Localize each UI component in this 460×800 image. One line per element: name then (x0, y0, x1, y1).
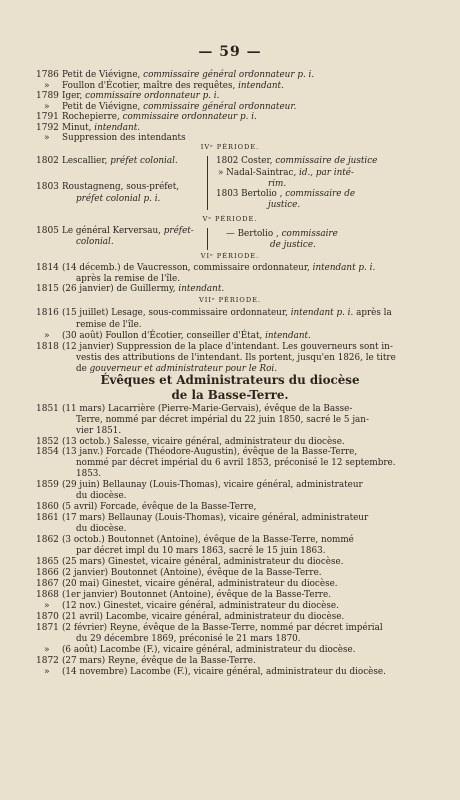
entry-text (62, 133, 186, 143)
entry-text (76, 320, 142, 330)
entry-text (62, 263, 375, 273)
entry-year: 1859 (36, 480, 59, 490)
entry-text (76, 546, 326, 556)
entry-text (62, 623, 383, 633)
entry-text (62, 590, 331, 600)
entry-row (0, 667, 460, 679)
entry-year: 1860 (36, 502, 59, 512)
text-run: (13 octob.) Salesse, vicaire général, administrateur du diocèse. (62, 437, 345, 447)
italic-text: rim. (268, 179, 287, 189)
italic-text: commissaire (281, 229, 338, 239)
text-run: (14 décemb.) de Vaucresson, commissaire ordonnateur, (62, 263, 313, 273)
entry-year: » (44, 601, 50, 611)
text-run: de (76, 364, 90, 374)
text-run: (27 mars) Reyne, évêque de la Basse-Terre. (62, 656, 256, 666)
entry-text (268, 200, 300, 210)
text-run: (2 février) Reyne, évêque de la Basse-Terre, nommé par décret impérial (62, 623, 383, 633)
column-divider (207, 156, 208, 210)
entry-text (62, 342, 393, 352)
text-run: nommé par décret impérial du 6 avril 1853, préconisé le 12 septembre. (76, 458, 396, 468)
entry-text (216, 189, 355, 199)
entry-year: 1865 (36, 557, 59, 567)
text-run: (14 novembre) Lacombe (F.), vicaire général, administrateur du diocèse. (62, 667, 386, 677)
entry-year: 1791 (36, 112, 59, 122)
text-run: par décret impl du 10 mars 1863, sacré le 15 juin 1863. (76, 546, 326, 556)
entry-text (76, 426, 121, 436)
text-run: après la remise de l'île. (76, 274, 181, 284)
italic-text: intendant. (265, 331, 311, 341)
italic-text: intendant. (94, 122, 141, 133)
text-run: » Nadal-Saintrac, (218, 168, 300, 178)
text-run: vestis des attributions de l'intendant. Ils portent, jusqu'en 1826, le titre (76, 353, 396, 363)
entry-text (62, 123, 140, 133)
entry-text (216, 156, 377, 166)
entry-year: » (44, 80, 50, 91)
entry-text (76, 458, 396, 468)
entry-year: 1852 (36, 437, 59, 447)
italic-text: id., par inté- (299, 168, 354, 178)
text-run: (15 juillet) Lesage, sous-commissaire ordonnateur, (62, 308, 291, 318)
entry-text (62, 667, 386, 677)
entry-row (0, 284, 460, 296)
entry-text (62, 437, 345, 447)
text-run: du diocèse. (76, 524, 127, 534)
italic-text: commissaire général ordonnateur. (143, 101, 297, 112)
italic-text: justice. (268, 200, 301, 210)
period-7-heading: VIIᵉ PÉRIODE. (198, 296, 262, 304)
entry-text (62, 579, 338, 589)
entry-year: 1851 (36, 404, 59, 414)
entry-year: 1854 (36, 447, 59, 457)
entry-text (226, 229, 338, 239)
italic-text: gouverneur et administrateur pour le Roi. (89, 364, 278, 374)
text-run: Petit de Viévigne, (62, 70, 144, 80)
entry-year: 1866 (36, 568, 59, 578)
italic-text: préfet colonial. (110, 156, 178, 166)
entry-text (76, 274, 180, 284)
entry-text (62, 656, 256, 666)
text-run: (17 mars) Bellaunay (Louis-Thomas), vicaire général, administrateur (62, 513, 369, 523)
entry-text (62, 502, 256, 512)
entry-year: 1867 (36, 579, 59, 589)
italic-text: intendant. (238, 80, 284, 91)
entry-text (62, 91, 219, 101)
entry-text (62, 308, 392, 318)
italic-text: commissaire de justice (275, 156, 378, 166)
text-run: Terre, nommé par décret impérial du 22 juin 1850, sacré le 5 jan- (76, 415, 369, 425)
italic-text: intendant. (178, 284, 225, 294)
entry-year: 1871 (36, 623, 59, 633)
entry-text (62, 447, 357, 457)
italic-text: intendant p. i. (312, 263, 376, 273)
text-run: 1802 Coster, (216, 156, 276, 166)
period-5-heading: Vᵉ PÉRIODE. (202, 215, 258, 223)
entry-year: 1872 (36, 656, 59, 666)
entry-text (62, 182, 179, 192)
text-run: (21 avril) Lacombe, vicaire général, administrateur du diocèse. (62, 612, 345, 622)
entry-text (62, 601, 339, 611)
column-divider (207, 228, 208, 250)
text-run: (2 janvier) Boutonnet (Antoine), évêque de la Basse-Terre. (62, 568, 322, 578)
entry-year: 1786 (36, 70, 59, 80)
text-run: (20 mai) Ginestet, vicaire général, administrateur du diocèse. (62, 579, 338, 589)
text-run: (6 août) Lacombe (F.), vicaire général, administrateur du diocèse. (62, 645, 356, 655)
entry-year: 1815 (36, 284, 59, 294)
text-run: vier 1851. (76, 426, 122, 436)
text-run: 1803 Bertolio , (216, 189, 286, 199)
text-run: (12 nov.) Ginestet, vicaire général, administrateur du diocèse. (62, 601, 339, 611)
entry-text (76, 194, 160, 204)
text-run: Petit de Viévigne, (62, 101, 144, 112)
entry-year: 1861 (36, 513, 59, 523)
entry-text (76, 469, 101, 479)
entry-text (218, 168, 354, 178)
text-run: après la (353, 308, 392, 318)
entry-text (62, 557, 344, 567)
text-run: du 29 décembre 1869, préconisé le 21 mars 1870. (76, 634, 301, 644)
text-run: (12 janvier) Suppression de la place d'intendant. Les gouverneurs sont in- (62, 342, 393, 352)
italic-text: intendant p. i. (290, 308, 354, 318)
entry-text (62, 612, 344, 622)
entry-year: » (44, 667, 50, 677)
italic-text: commissaire ordonnateur p. i. (122, 112, 257, 122)
entry-year: » (44, 331, 50, 341)
page-number: — 59 — (198, 44, 262, 60)
entry-year: » (44, 133, 50, 143)
entry-year: 1868 (36, 590, 59, 600)
italic-text: commissaire général ordonnateur p. i. (143, 70, 315, 80)
entry-year: » (44, 645, 50, 655)
diocese-title-line-1: Évêques et Administrateurs du diocèse (100, 373, 360, 387)
entry-text (62, 226, 194, 236)
entry-year: 1818 (36, 342, 59, 352)
entry-text (76, 415, 369, 425)
entry-text (62, 535, 354, 545)
entry-text (62, 284, 224, 294)
entry-text (62, 70, 314, 80)
entry-year: 1870 (36, 612, 59, 622)
period-4-heading: IVᵉ PÉRIODE. (200, 143, 260, 151)
text-run: (26 janvier) de Guillermy, (62, 284, 179, 294)
italic-text: commissaire de (285, 189, 356, 199)
text-run: du diocèse. (76, 491, 127, 501)
text-run: Suppression des intendants (62, 133, 186, 143)
italic-text: colonial. (76, 237, 114, 247)
text-run: remise de l'île. (76, 320, 142, 330)
entry-text (270, 240, 316, 250)
period-6-heading: VIᵉ PÉRIODE. (200, 252, 260, 260)
diocese-title-line-2: de la Basse-Terre. (171, 388, 289, 402)
text-run: Minut, (62, 122, 95, 133)
entry-text (76, 237, 114, 247)
entry-text (76, 634, 301, 644)
text-run: 1853. (76, 469, 102, 479)
text-run: (25 mars) Ginestet, vicaire général, administrateur du diocèse. (62, 557, 344, 567)
text-run: Le général Kerversau, (62, 226, 164, 236)
entry-text (62, 112, 257, 122)
italic-text: préfet colonial p. i. (76, 194, 161, 204)
entry-year: 1789 (36, 91, 59, 101)
entry-text (76, 491, 126, 501)
italic-text: préfet- (163, 226, 194, 236)
text-run: — Bertolio , (226, 229, 282, 239)
italic-text: commissaire ordonnateur p. i. (85, 91, 220, 101)
text-run: (29 juin) Bellaunay (Louis-Thomas), vicaire général, administrateur (62, 480, 363, 490)
entry-text (62, 331, 311, 341)
entry-year: 1803 (36, 182, 59, 192)
text-run: (13 janv.) Forcade (Théodore-Augustin), évêque de la Basse-Terre, (62, 447, 358, 457)
text-run: (3 octob.) Boutonnet (Antoine), évêque de la Basse-Terre, nommé (62, 535, 354, 545)
entry-text (62, 513, 368, 523)
entry-text (62, 156, 178, 166)
text-run: Rochepierre, (62, 112, 123, 122)
italic-text: de justice. (270, 240, 316, 250)
entry-year: 1805 (36, 226, 59, 236)
text-run: Iger, (62, 91, 86, 101)
entry-year: 1862 (36, 535, 59, 545)
entry-year: 1816 (36, 308, 59, 318)
text-run: Lescallier, (62, 156, 111, 166)
entry-year: 1814 (36, 263, 59, 273)
entry-text (62, 568, 322, 578)
entry-text (76, 353, 396, 363)
entry-text (62, 645, 356, 655)
entry-text (62, 480, 363, 490)
text-run: Foullon d'Écotier, maître des requêtes, (62, 80, 239, 91)
entry-text (62, 81, 284, 91)
text-run: (1er janvier) Boutonnet (Antoine), évêque de la Basse-Terre. (62, 590, 331, 600)
entry-year: 1802 (36, 156, 59, 166)
entry-text (268, 179, 286, 189)
entry-year: 1792 (36, 122, 59, 133)
entry-text (62, 102, 296, 112)
entry-row (0, 308, 460, 320)
text-run: Roustagneng, sous-préfet, (62, 182, 180, 192)
entry-text (76, 524, 126, 534)
entry-year: » (44, 101, 50, 112)
entry-text (62, 404, 352, 414)
text-run: (5 avril) Forcade, évêque de la Basse-Terre, (62, 502, 257, 512)
text-run: (11 mars) Lacarrière (Pierre-Marie-Gervais), évêque de la Basse- (62, 404, 353, 414)
text-run: (30 août) Foullon d'Écotier, conseiller d'État, (62, 331, 266, 341)
